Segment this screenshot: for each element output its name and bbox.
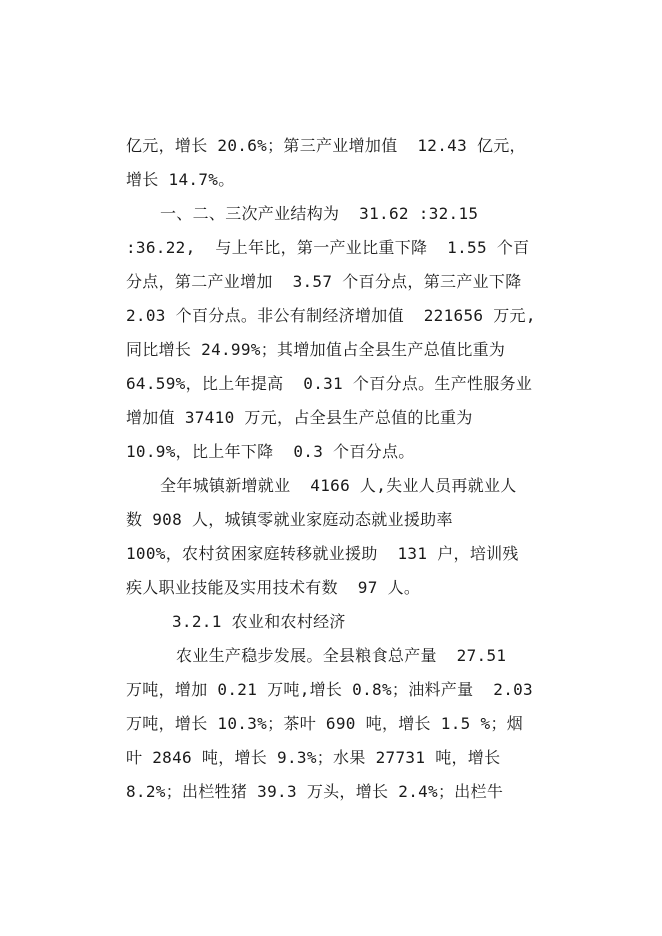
text-line-1: 亿元，增长 20.6%；第三产业增加值 12.43 亿元， [126, 136, 526, 155]
text-line-2: 增长 14.7%。 [126, 170, 235, 189]
text-line-10: 10.9%，比上年下降 0.3 个百分点。 [126, 442, 415, 461]
text-line-6: 2.03 个百分点。非公有制经济增加值 221656 万元, [126, 306, 536, 325]
section-heading: 3.2.1 农业和农村经济 [172, 612, 346, 631]
text-line-11: 全年城镇新增就业 4166 人,失业人员再就业人 [160, 476, 517, 495]
text-line-4: :36.22, 与上年比，第一产业比重下降 1.55 个百 [126, 238, 530, 257]
text-line-16: 农业生产稳步发展。全县粮食总产量 27.51 [176, 646, 507, 665]
text-line-17: 万吨，增加 0.21 万吨,增长 0.8%；油料产量 2.03 [126, 680, 533, 699]
text-line-20: 8.2%；出栏牲猪 39.3 万头，增长 2.4%；出栏牛 [126, 782, 504, 801]
text-line-7: 同比增长 24.99%；其增加值占全县生产总值比重为 [126, 340, 506, 359]
text-line-5: 分点，第二产业增加 3.57 个百分点，第三产业下降 [126, 272, 522, 291]
text-line-14: 疾人职业技能及实用技术有数 97 人。 [126, 578, 421, 597]
text-line-13: 100%，农村贫困家庭转移就业援助 131 户，培训残 [126, 544, 519, 563]
text-line-19: 叶 2846 吨，增长 9.3%；水果 27731 吨，增长 [126, 748, 501, 767]
text-line-12: 数 908 人，城镇零就业家庭动态就业援助率 [126, 510, 453, 529]
text-line-9: 增加值 37410 万元，占全县生产总值的比重为 [126, 408, 473, 427]
text-line-3: 一、二、三次产业结构为 31.62 :32.15 [160, 204, 479, 223]
text-line-8: 64.59%，比上年提高 0.31 个百分点。生产性服务业 [126, 374, 533, 393]
text-line-18: 万吨，增长 10.3%；茶叶 690 吨，增长 1.5 %；烟 [126, 714, 524, 733]
